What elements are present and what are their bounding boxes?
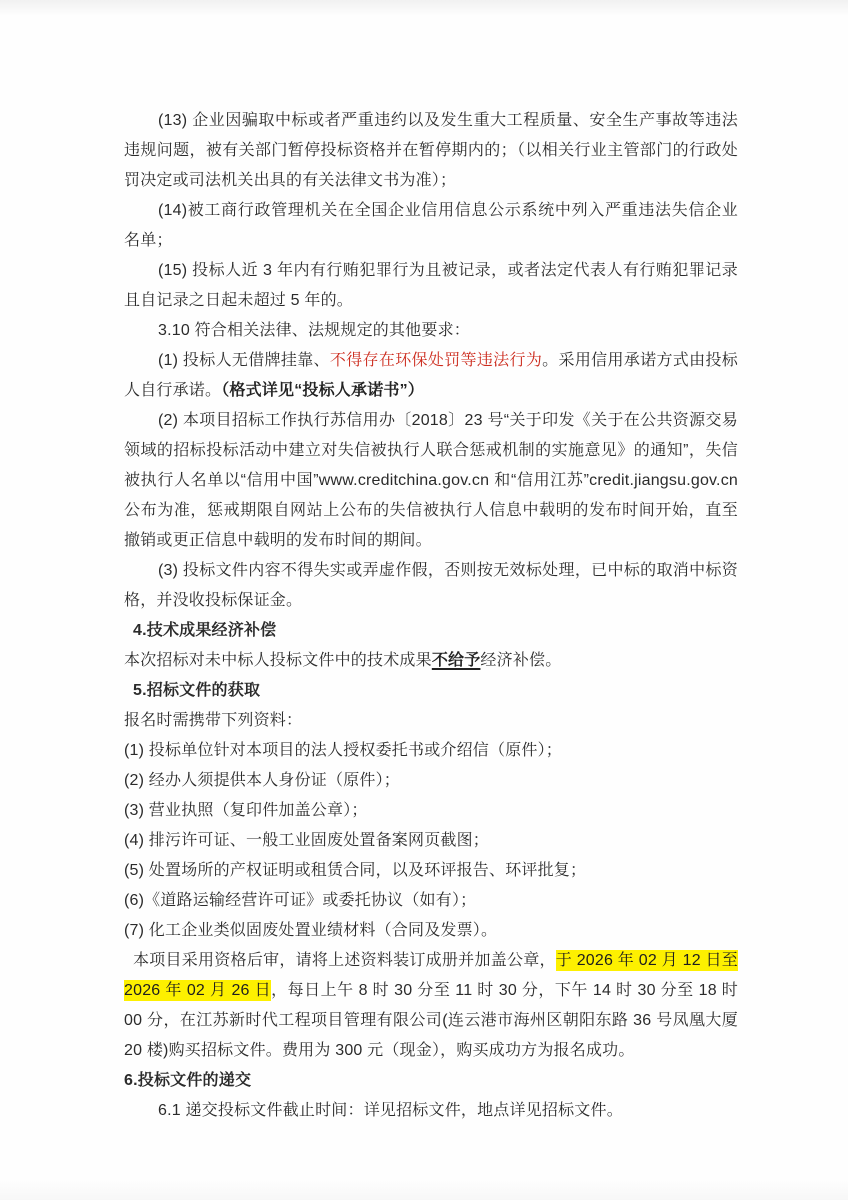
text-run: ，每日上午 8 时 30 分至 11 时 30 分，下午 14 时 30 分至 18 时 00 分，在江苏新时代工程项目管理有限公司(连云港市海州区朝阳东路 36 号凤凰大厦 20 楼)购买招标文件。费用为 300 元（现金），购买成功方为报名成功。	[124, 982, 738, 1059]
clause-6-1	[124, 1096, 738, 1126]
section-5-item-6	[124, 886, 738, 916]
text-run: (1) 投标单位针对本项目的法人授权委托书或介绍信（原件）；	[124, 742, 563, 759]
text-run: (15) 投标人近 3 年内有行贿犯罪行为且被记录，或者法定代表人有行贿犯罪记录且自记录之日起未超过 5 年的。	[124, 262, 738, 309]
text-run: 4.技术成果经济补偿	[133, 622, 277, 639]
text-run: 5.招标文件的获取	[133, 682, 261, 699]
section-5-item-5	[124, 856, 738, 886]
text-run: 。采用信用承诺方式由投标人自行承诺。	[124, 352, 738, 399]
text-run: (3) 投标文件内容不得失实或弄虚作假，否则按无效标处理，已中标的取消中标资格，并没收投标保证金。	[124, 562, 738, 609]
text-run: (4) 排污许可证、一般工业固废处置备案网页截图；	[124, 832, 490, 849]
section-5-item-3	[124, 796, 738, 826]
text-run: (13) 企业因骗取中标或者严重违约以及发生重大工程质量、安全生产事故等违法违规问题，被有关部门暂停投标资格并在暂停期内的；（以相关行业主管部门的行政处罚决定或司法机关出具的有关法律文书为准）；	[124, 112, 738, 189]
section-4-heading	[124, 616, 738, 646]
section-6-heading	[124, 1066, 738, 1096]
text-run: (14)被工商行政管理机关在全国企业信用信息公示系统中列入严重违法失信企业名单；	[124, 202, 738, 249]
document-content	[124, 106, 738, 1126]
section-4-body	[124, 646, 738, 676]
clause-3-10-item-2	[124, 406, 738, 556]
item-13	[124, 106, 738, 196]
text-run: 本次招标对未中标人投标文件中的技术成果	[124, 652, 432, 669]
text-run: (3) 营业执照（复印件加盖公章）；	[124, 802, 368, 819]
text-run: (5) 处置场所的产权证明或租赁合同，以及环评报告、环评批复；	[124, 862, 587, 879]
text-run: 3.10 符合相关法律、法规规定的其他要求：	[158, 322, 470, 339]
text-run: 6.1 递交投标文件截止时间：详见招标文件，地点详见招标文件。	[158, 1102, 623, 1119]
highlighted-date-range: 于 2026 年 02 月 12 日至 2026 年 02 月 26 日	[124, 952, 738, 999]
text-run: 6.投标文件的递交	[124, 1072, 252, 1089]
item-15	[124, 256, 738, 316]
text-run: (1) 投标人无借牌挂靠、	[158, 352, 330, 369]
red-emphasis-text: 不得存在环保处罚等违法行为	[329, 352, 543, 369]
section-5-heading	[124, 676, 738, 706]
section-5-intro	[124, 706, 738, 736]
bold-emphasis-text: （格式详见“投标人承诺书”）	[221, 382, 425, 399]
section-5-item-1	[124, 736, 738, 766]
item-14	[124, 196, 738, 256]
text-run: (6)《道路运输经营许可证》或委托协议（如有）；	[124, 892, 477, 909]
section-5-item-2	[124, 766, 738, 796]
text-run: (2) 本项目招标工作执行苏信用办〔2018〕23 号“关于印发《关于在公共资源交易领域的招标投标活动中建立对失信被执行人联合惩戒机制的实施意见》的通知”，失信被执行人名单以“信用中国”www.creditchina.gov.cn 和“信用江苏”credit.jiangsu.gov.cn 公布为准，惩戒期限自网站上公布的失信被执行人信息中载明的发布时间开始，直至撤销或更正信息中载明的发布时间的期间。	[124, 412, 738, 549]
bold-emphasis-text: 不给予	[431, 652, 481, 669]
section-5-item-7	[124, 916, 738, 946]
text-run: 本项目采用资格后审，请将上述资料装订成册并加盖公章，	[133, 952, 556, 969]
text-run: 经济补偿。	[480, 652, 562, 669]
text-run: (2) 经办人须提供本人身份证（原件）；	[124, 772, 401, 789]
clause-3-10	[124, 316, 738, 346]
clause-3-10-item-3	[124, 556, 738, 616]
text-run: 报名时需携带下列资料：	[124, 712, 303, 729]
section-5-item-4	[124, 826, 738, 856]
registration-paragraph	[124, 946, 738, 1066]
text-run: (7) 化工企业类似固废处置业绩材料（合同及发票）。	[124, 922, 498, 939]
clause-3-10-item-1	[124, 346, 738, 406]
